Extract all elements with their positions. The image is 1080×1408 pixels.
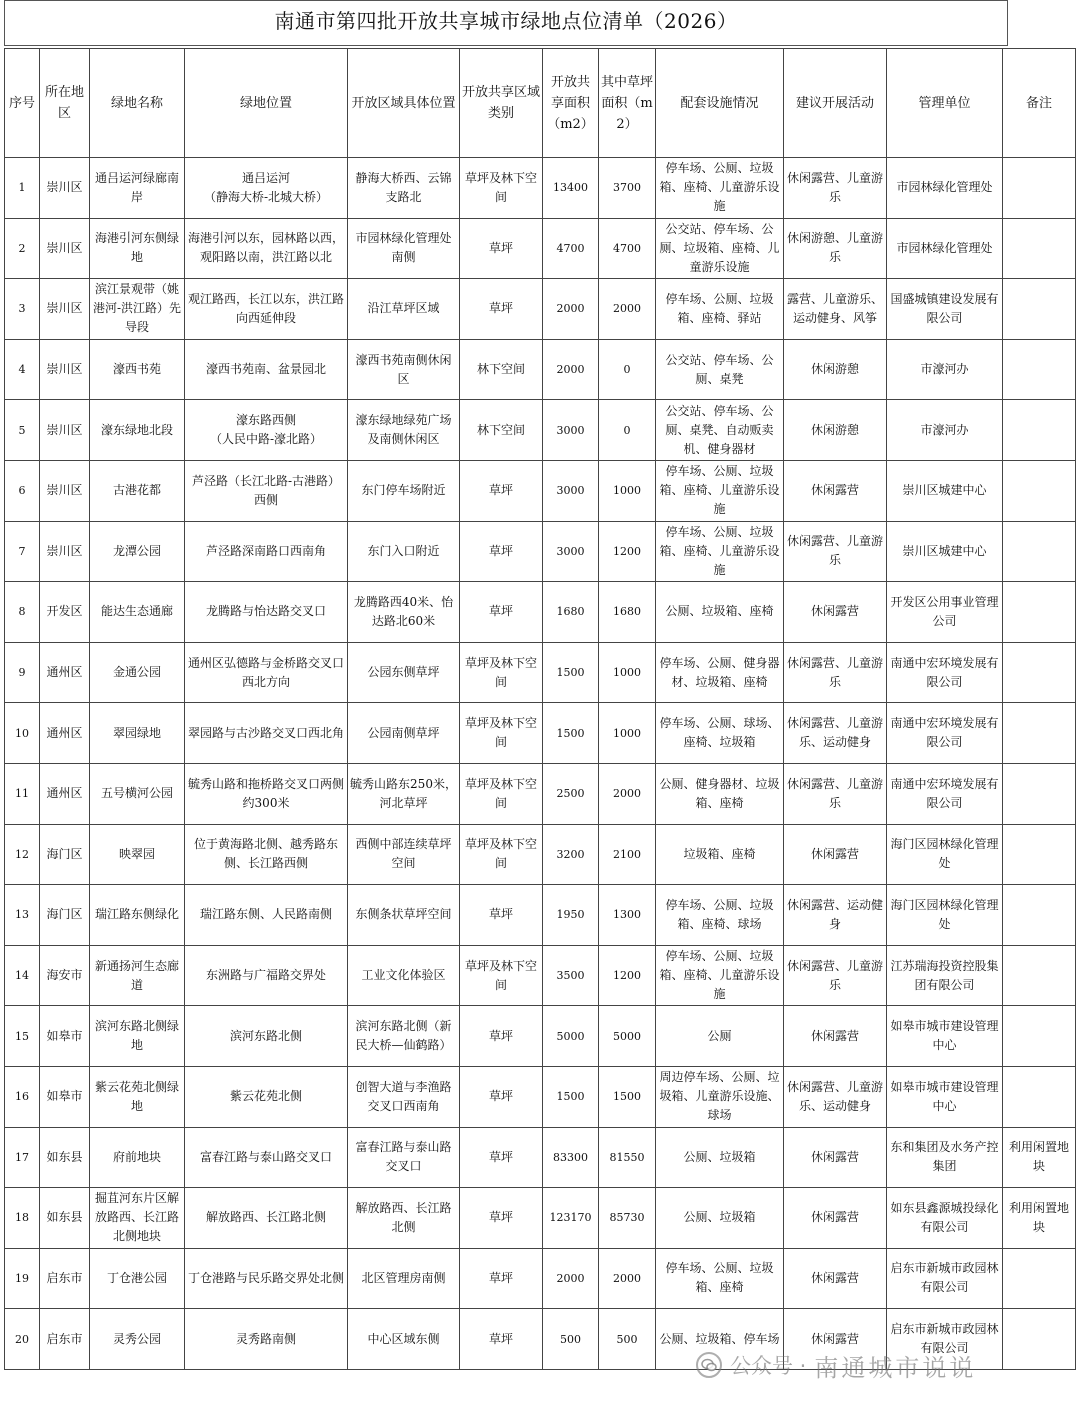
cell-notes (1003, 582, 1076, 643)
column-header: 绿地名称 (90, 49, 185, 158)
cell-index: 10 (5, 703, 40, 764)
cell-location: 龙腾路与怡达路交叉口 (185, 582, 348, 643)
table-row (5, 158, 1076, 219)
cell-location: 东洲路与广福路交界处 (185, 945, 348, 1006)
column-header: 管理单位 (887, 49, 1003, 158)
cell-name: 通吕运河绿廊南岸 (90, 158, 185, 219)
cell-name: 紫云花苑北侧绿地 (90, 1066, 185, 1127)
cell-area-type: 草坪 (460, 1066, 543, 1127)
cell-manager: 崇川区城建中心 (887, 521, 1003, 582)
cell-area-type: 草坪及林下空间 (460, 158, 543, 219)
cell-manager: 国盛城镇建设发展有限公司 (887, 279, 1003, 340)
watermark-account-name: 南通城市说说 (814, 1353, 977, 1382)
cell-activities: 休闲露营、儿童游乐 (784, 945, 887, 1006)
cell-district: 崇川区 (40, 521, 90, 582)
column-header: 开放共享区域类别 (460, 49, 543, 158)
cell-location: 灵秀路南侧 (185, 1309, 348, 1370)
cell-lawn-size: 2100 (599, 824, 656, 885)
cell-facilities: 公厕、垃圾箱 (656, 1188, 784, 1249)
cell-area-type: 草坪 (460, 460, 543, 521)
cell-open-size: 500 (543, 1309, 599, 1370)
document-title: 南通市第四批开放共享城市绿地点位清单（2026） (4, 0, 1008, 46)
cell-name: 五号横河公园 (90, 763, 185, 824)
cell-index: 20 (5, 1309, 40, 1370)
table-row (5, 824, 1076, 885)
cell-facilities: 停车场、公厕、健身器材、垃圾箱、座椅 (656, 642, 784, 703)
table-row (5, 1188, 1076, 1249)
cell-area-type: 草坪 (460, 1127, 543, 1188)
cell-open-area: 濠西书苑南侧休闲区 (348, 339, 460, 400)
cell-name: 新通扬河生态廊道 (90, 945, 185, 1006)
cell-lawn-size: 1680 (599, 582, 656, 643)
table-row (5, 1127, 1076, 1188)
cell-location: 海港引河以东，园林路以西，观阳路以南，洪江路以北 (185, 218, 348, 279)
cell-location: 瑞江路东侧、人民路南侧 (185, 885, 348, 946)
cell-district: 海门区 (40, 885, 90, 946)
cell-notes: 利用闲置地块 (1003, 1188, 1076, 1249)
cell-district: 崇川区 (40, 460, 90, 521)
cell-notes (1003, 400, 1076, 461)
cell-index: 6 (5, 460, 40, 521)
cell-name: 滨江景观带（姚港河-洪江路）先导段 (90, 279, 185, 340)
cell-district: 崇川区 (40, 400, 90, 461)
table-row (5, 400, 1076, 461)
cell-area-type: 草坪 (460, 1248, 543, 1309)
cell-open-area: 静海大桥西、云锦支路北 (348, 158, 460, 219)
cell-manager: 如皋市城市建设管理中心 (887, 1066, 1003, 1127)
cell-manager: 海门区园林绿化管理处 (887, 824, 1003, 885)
cell-area-type: 草坪及林下空间 (460, 945, 543, 1006)
cell-lawn-size: 0 (599, 339, 656, 400)
table-row (5, 582, 1076, 643)
cell-open-area: 毓秀山路东250米，河北草坪 (348, 763, 460, 824)
table-row (5, 1248, 1076, 1309)
cell-manager: 江苏瑞海投资控股集团有限公司 (887, 945, 1003, 1006)
cell-notes (1003, 158, 1076, 219)
cell-facilities: 停车场、公厕、垃圾箱、座椅 (656, 1248, 784, 1309)
cell-index: 7 (5, 521, 40, 582)
cell-name: 能达生态通廊 (90, 582, 185, 643)
cell-activities: 休闲露营、儿童游乐 (784, 642, 887, 703)
cell-facilities: 公厕 (656, 1006, 784, 1067)
cell-name: 古港花都 (90, 460, 185, 521)
cell-district: 如东县 (40, 1188, 90, 1249)
cell-open-size: 1680 (543, 582, 599, 643)
cell-area-type: 草坪 (460, 279, 543, 340)
cell-index: 19 (5, 1248, 40, 1309)
cell-activities: 露营、儿童游乐、运动健身、风筝 (784, 279, 887, 340)
cell-location: 翠园路与古沙路交叉口西北角 (185, 703, 348, 764)
cell-activities: 休闲露营、运动健身 (784, 885, 887, 946)
column-header: 备注 (1003, 49, 1076, 158)
cell-lawn-size: 4700 (599, 218, 656, 279)
cell-manager: 市园林绿化管理处 (887, 218, 1003, 279)
cell-open-size: 2000 (543, 339, 599, 400)
cell-facilities: 停车场、公厕、垃圾箱、座椅、儿童游乐设施 (656, 521, 784, 582)
cell-open-size: 3200 (543, 824, 599, 885)
cell-location: 滨河东路北侧 (185, 1006, 348, 1067)
cell-location: 观江路西，长江以东，洪江路向西延伸段 (185, 279, 348, 340)
cell-location: 富春江路与泰山路交叉口 (185, 1127, 348, 1188)
cell-open-area: 工业文化体验区 (348, 945, 460, 1006)
cell-open-size: 83300 (543, 1127, 599, 1188)
cell-manager: 开发区公用事业管理公司 (887, 582, 1003, 643)
cell-index: 13 (5, 885, 40, 946)
table-row (5, 703, 1076, 764)
table-row (5, 1309, 1076, 1370)
cell-district: 海门区 (40, 824, 90, 885)
table-row (5, 763, 1076, 824)
cell-name: 翠园绿地 (90, 703, 185, 764)
cell-open-size: 1500 (543, 1066, 599, 1127)
cell-name: 灵秀公园 (90, 1309, 185, 1370)
cell-notes: 利用闲置地块 (1003, 1127, 1076, 1188)
cell-area-type: 草坪及林下空间 (460, 703, 543, 764)
cell-open-area: 滨河东路北侧（新民大桥—仙鹤路） (348, 1006, 460, 1067)
cell-lawn-size: 500 (599, 1309, 656, 1370)
cell-facilities: 公交站、停车场、公厕、桌凳、自动贩卖机、健身器材 (656, 400, 784, 461)
cell-facilities: 停车场、公厕、垃圾箱、座椅、儿童游乐设施 (656, 158, 784, 219)
cell-open-area: 市园林绿化管理处南侧 (348, 218, 460, 279)
column-header: 所在地区 (40, 49, 90, 158)
cell-manager: 市濠河办 (887, 400, 1003, 461)
cell-lawn-size: 1000 (599, 460, 656, 521)
cell-activities: 休闲游憩 (784, 400, 887, 461)
cell-facilities: 停车场、公厕、垃圾箱、座椅、儿童游乐设施 (656, 945, 784, 1006)
cell-open-area: 西侧中部连续草坪空间 (348, 824, 460, 885)
cell-manager: 海门区园林绿化管理处 (887, 885, 1003, 946)
cell-lawn-size: 1200 (599, 521, 656, 582)
cell-facilities: 公厕、垃圾箱 (656, 1127, 784, 1188)
table-row (5, 339, 1076, 400)
cell-index: 3 (5, 279, 40, 340)
cell-location: 丁仓港路与民乐路交界处北侧 (185, 1248, 348, 1309)
cell-district: 通州区 (40, 642, 90, 703)
cell-open-size: 2000 (543, 279, 599, 340)
cell-notes (1003, 763, 1076, 824)
cell-open-size: 3500 (543, 945, 599, 1006)
cell-area-type: 草坪 (460, 582, 543, 643)
cell-notes (1003, 460, 1076, 521)
cell-lawn-size: 2000 (599, 1248, 656, 1309)
cell-activities: 休闲游憩 (784, 339, 887, 400)
cell-activities: 休闲露营 (784, 824, 887, 885)
cell-manager: 崇川区城建中心 (887, 460, 1003, 521)
cell-open-size: 4700 (543, 218, 599, 279)
cell-open-area: 中心区域东侧 (348, 1309, 460, 1370)
table-row (5, 1066, 1076, 1127)
cell-name: 金通公园 (90, 642, 185, 703)
cell-manager: 市濠河办 (887, 339, 1003, 400)
cell-notes (1003, 824, 1076, 885)
cell-manager: 如皋市城市建设管理中心 (887, 1006, 1003, 1067)
cell-lawn-size: 1000 (599, 642, 656, 703)
cell-name: 濠西书苑 (90, 339, 185, 400)
cell-area-type: 草坪及林下空间 (460, 824, 543, 885)
cell-district: 启东市 (40, 1248, 90, 1309)
cell-open-size: 3000 (543, 400, 599, 461)
cell-activities: 休闲露营、儿童游乐 (784, 763, 887, 824)
cell-area-type: 草坪 (460, 885, 543, 946)
cell-open-area: 公园东侧草坪 (348, 642, 460, 703)
cell-notes (1003, 1248, 1076, 1309)
cell-area-type: 草坪 (460, 1188, 543, 1249)
cell-area-type: 草坪及林下空间 (460, 642, 543, 703)
cell-activities: 休闲露营、儿童游乐 (784, 158, 887, 219)
cell-index: 2 (5, 218, 40, 279)
cell-name: 掘苴河东片区解放路西、长江路北侧地块 (90, 1188, 185, 1249)
cell-open-area: 东侧条状草坪空间 (348, 885, 460, 946)
cell-name: 瑞江路东侧绿化 (90, 885, 185, 946)
cell-name: 濠东绿地北段 (90, 400, 185, 461)
cell-open-area: 东门入口附近 (348, 521, 460, 582)
cell-lawn-size: 2000 (599, 279, 656, 340)
cell-notes (1003, 521, 1076, 582)
column-header: 序号 (5, 49, 40, 158)
cell-open-area: 创智大道与李渔路交叉口西南角 (348, 1066, 460, 1127)
cell-location: 解放路西、长江路北侧 (185, 1188, 348, 1249)
cell-notes (1003, 339, 1076, 400)
cell-location: 紫云花苑北侧 (185, 1066, 348, 1127)
table-row (5, 521, 1076, 582)
cell-facilities: 停车场、公厕、垃圾箱、座椅、驿站 (656, 279, 784, 340)
cell-facilities: 停车场、公厕、垃圾箱、座椅、球场 (656, 885, 784, 946)
cell-name: 海港引河东侧绿地 (90, 218, 185, 279)
column-header: 配套设施情况 (656, 49, 784, 158)
cell-area-type: 林下空间 (460, 339, 543, 400)
cell-open-size: 2000 (543, 1248, 599, 1309)
table-row (5, 218, 1076, 279)
cell-district: 启东市 (40, 1309, 90, 1370)
cell-activities: 休闲露营、儿童游乐、运动健身 (784, 1066, 887, 1127)
cell-open-size: 2500 (543, 763, 599, 824)
cell-open-area: 东门停车场附近 (348, 460, 460, 521)
cell-open-size: 1950 (543, 885, 599, 946)
table-row (5, 945, 1076, 1006)
cell-index: 17 (5, 1127, 40, 1188)
cell-lawn-size: 3700 (599, 158, 656, 219)
cell-location: 毓秀山路和拖桥路交叉口两侧约300米 (185, 763, 348, 824)
cell-location: 位于黄海路北侧、越秀路东侧、长江路西侧 (185, 824, 348, 885)
cell-area-type: 草坪 (460, 1006, 543, 1067)
cell-index: 9 (5, 642, 40, 703)
cell-facilities: 周边停车场、公厕、垃圾箱、儿童游乐设施、球场 (656, 1066, 784, 1127)
cell-location: 通州区弘德路与金桥路交叉口西北方向 (185, 642, 348, 703)
cell-lawn-size: 0 (599, 400, 656, 461)
cell-area-type: 草坪 (460, 521, 543, 582)
cell-notes (1003, 218, 1076, 279)
cell-lawn-size: 1500 (599, 1066, 656, 1127)
cell-open-area: 解放路西、长江路北侧 (348, 1188, 460, 1249)
table-body (5, 158, 1076, 1370)
column-header: 开放区域具体位置 (348, 49, 460, 158)
cell-notes (1003, 1066, 1076, 1127)
column-header: 其中草坪面积（m2） (599, 49, 656, 158)
cell-lawn-size: 5000 (599, 1006, 656, 1067)
cell-activities: 休闲露营 (784, 1188, 887, 1249)
cell-lawn-size: 1300 (599, 885, 656, 946)
cell-facilities: 停车场、公厕、球场、座椅、垃圾箱 (656, 703, 784, 764)
cell-index: 1 (5, 158, 40, 219)
cell-location: 濠东路西侧 （人民中路-濠北路） (185, 400, 348, 461)
cell-open-area: 公园南侧草坪 (348, 703, 460, 764)
table-header (5, 49, 1076, 158)
column-header: 绿地位置 (185, 49, 348, 158)
cell-manager: 南通中宏环境发展有限公司 (887, 763, 1003, 824)
cell-area-type: 草坪及林下空间 (460, 763, 543, 824)
cell-activities: 休闲露营、儿童游乐、运动健身 (784, 703, 887, 764)
cell-district: 开发区 (40, 582, 90, 643)
cell-index: 5 (5, 400, 40, 461)
cell-facilities: 公厕、健身器材、垃圾箱、座椅 (656, 763, 784, 824)
greenspace-table (4, 48, 1076, 1370)
cell-lawn-size: 85730 (599, 1188, 656, 1249)
cell-manager: 启东市新城市政园林有限公司 (887, 1309, 1003, 1370)
cell-index: 8 (5, 582, 40, 643)
cell-district: 崇川区 (40, 158, 90, 219)
cell-location: 通吕运河 （静海大桥-北城大桥） (185, 158, 348, 219)
column-header: 建议开展活动 (784, 49, 887, 158)
cell-facilities: 公厕、垃圾箱、停车场 (656, 1309, 784, 1370)
table-row (5, 460, 1076, 521)
cell-activities: 休闲露营 (784, 1248, 887, 1309)
cell-open-area: 沿江草坪区域 (348, 279, 460, 340)
cell-manager: 启东市新城市政园林有限公司 (887, 1248, 1003, 1309)
cell-open-size: 5000 (543, 1006, 599, 1067)
cell-area-type: 草坪 (460, 218, 543, 279)
cell-notes (1003, 279, 1076, 340)
cell-facilities: 公厕、垃圾箱、座椅 (656, 582, 784, 643)
table-row (5, 642, 1076, 703)
cell-index: 11 (5, 763, 40, 824)
cell-area-type: 林下空间 (460, 400, 543, 461)
cell-lawn-size: 81550 (599, 1127, 656, 1188)
cell-district: 通州区 (40, 763, 90, 824)
cell-location: 芦泾路深南路口西南角 (185, 521, 348, 582)
cell-name: 映翠园 (90, 824, 185, 885)
cell-open-size: 123170 (543, 1188, 599, 1249)
cell-activities: 休闲露营、儿童游乐 (784, 521, 887, 582)
cell-manager: 市园林绿化管理处 (887, 158, 1003, 219)
cell-notes (1003, 703, 1076, 764)
cell-activities: 休闲露营 (784, 1309, 887, 1370)
cell-open-size: 3000 (543, 521, 599, 582)
cell-lawn-size: 2000 (599, 763, 656, 824)
cell-activities: 休闲露营 (784, 582, 887, 643)
cell-manager: 南通中宏环境发展有限公司 (887, 703, 1003, 764)
cell-notes (1003, 945, 1076, 1006)
cell-notes (1003, 885, 1076, 946)
cell-open-size: 1500 (543, 703, 599, 764)
watermark-label: 公众号 · (730, 1354, 807, 1378)
cell-index: 16 (5, 1066, 40, 1127)
cell-index: 4 (5, 339, 40, 400)
cell-name: 府前地块 (90, 1127, 185, 1188)
cell-district: 崇川区 (40, 218, 90, 279)
cell-open-area: 富春江路与泰山路交叉口 (348, 1127, 460, 1188)
cell-lawn-size: 1000 (599, 703, 656, 764)
cell-facilities: 垃圾箱、座椅 (656, 824, 784, 885)
cell-manager: 如东县鑫源城投绿化有限公司 (887, 1188, 1003, 1249)
cell-area-type: 草坪 (460, 1309, 543, 1370)
cell-index: 12 (5, 824, 40, 885)
cell-district: 通州区 (40, 703, 90, 764)
cell-index: 15 (5, 1006, 40, 1067)
cell-location: 芦泾路（长江北路-古港路）西侧 (185, 460, 348, 521)
cell-lawn-size: 1200 (599, 945, 656, 1006)
table-row (5, 1006, 1076, 1067)
cell-manager: 东和集团及水务产控集团 (887, 1127, 1003, 1188)
cell-name: 丁仓港公园 (90, 1248, 185, 1309)
cell-open-area: 濠东绿地绿苑广场及南侧休闲区 (348, 400, 460, 461)
table-row (5, 279, 1076, 340)
cell-notes (1003, 1006, 1076, 1067)
cell-district: 如皋市 (40, 1006, 90, 1067)
cell-district: 海安市 (40, 945, 90, 1006)
cell-open-area: 北区管理房南侧 (348, 1248, 460, 1309)
cell-index: 14 (5, 945, 40, 1006)
cell-location: 濠西书苑南、盆景园北 (185, 339, 348, 400)
cell-manager: 南通中宏环境发展有限公司 (887, 642, 1003, 703)
cell-name: 滨河东路北侧绿地 (90, 1006, 185, 1067)
cell-district: 如皋市 (40, 1066, 90, 1127)
cell-district: 崇川区 (40, 279, 90, 340)
cell-open-area: 龙腾路西40米、怡达路北60米 (348, 582, 460, 643)
cell-open-size: 1500 (543, 642, 599, 703)
cell-open-size: 3000 (543, 460, 599, 521)
table-row (5, 885, 1076, 946)
cell-activities: 休闲露营 (784, 1127, 887, 1188)
cell-open-size: 13400 (543, 158, 599, 219)
cell-facilities: 公交站、停车场、公厕、桌凳 (656, 339, 784, 400)
cell-activities: 休闲游憩、儿童游乐 (784, 218, 887, 279)
cell-district: 崇川区 (40, 339, 90, 400)
cell-notes (1003, 1309, 1076, 1370)
cell-activities: 休闲露营 (784, 460, 887, 521)
cell-notes (1003, 642, 1076, 703)
cell-district: 如东县 (40, 1127, 90, 1188)
cell-index: 18 (5, 1188, 40, 1249)
cell-name: 龙潭公园 (90, 521, 185, 582)
cell-facilities: 公交站、停车场、公厕、垃圾箱、座椅、儿童游乐设施 (656, 218, 784, 279)
header-row (5, 49, 1076, 158)
cell-facilities: 停车场、公厕、垃圾箱、座椅、儿童游乐设施 (656, 460, 784, 521)
cell-activities: 休闲露营 (784, 1006, 887, 1067)
column-header: 开放共享面积（m2） (543, 49, 599, 158)
